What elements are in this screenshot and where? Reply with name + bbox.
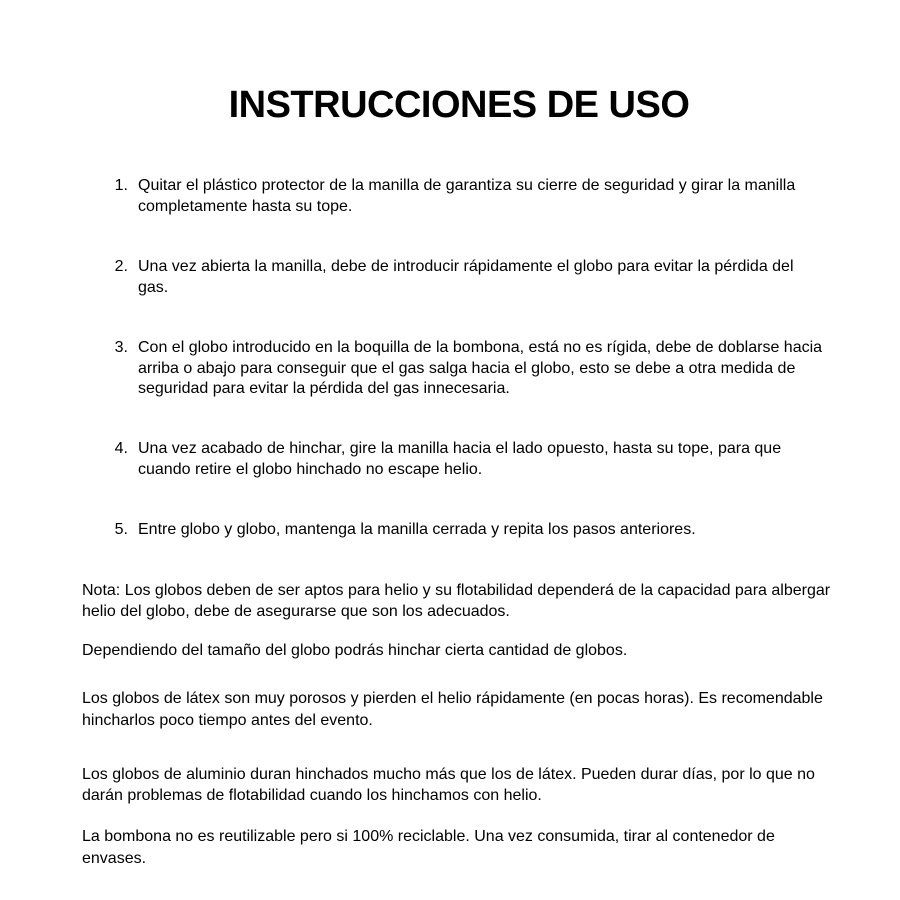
step-number: 4. bbox=[114, 440, 128, 457]
list-item bbox=[104, 257, 828, 298]
step-text: Con el globo introducido en la boquilla de la bombona, está no es rígida, debe de doblarse hacia arriba o abajo para conseguir que el gas salga hacia el globo, esto se debe a otra medida de seguridad para evitar la pérdida del gas innecesaria. bbox=[138, 339, 823, 397]
note-paragraph: Los globos de látex son muy porosos y pierden el helio rápidamente (en pocas horas). Es recomendable hincharlos poco tiempo antes del evento. bbox=[82, 690, 823, 729]
step-number: 3. bbox=[114, 339, 128, 356]
list-item bbox=[104, 439, 828, 480]
note-paragraph: Dependiendo del tamaño del globo podrás hinchar cierta cantidad de globos. bbox=[82, 642, 628, 659]
step-text: Quitar el plástico protector de la manilla de garantiza su cierre de seguridad y girar la manilla completamente hasta su tope. bbox=[138, 177, 796, 215]
step-number: 5. bbox=[114, 521, 128, 538]
note-paragraph: Nota: Los globos deben de ser aptos para helio y su flotabilidad dependerá de la capacidad para albergar helio del globo, debe de asegurarse que son los adecuados. bbox=[82, 582, 831, 620]
list-item bbox=[104, 338, 828, 400]
step-text: Una vez abierta la manilla, debe de introducir rápidamente el globo para evitar la pérdida del gas. bbox=[138, 258, 794, 296]
step-text: Una vez acabado de hinchar, gire la manilla hacia el lado opuesto, hasta su tope, para que cuando retire el globo hinchado no escape helio. bbox=[138, 440, 782, 478]
list-item bbox=[104, 520, 828, 541]
step-text: Entre globo y globo, mantenga la manilla cerrada y repita los pasos anteriores. bbox=[138, 521, 696, 538]
page-title: INSTRUCCIONES DE USO bbox=[228, 84, 690, 126]
step-number: 1. bbox=[114, 177, 128, 194]
note-paragraph: La bombona no es reutilizable pero si 100% reciclable. Una vez consumida, tirar al contenedor de envases. bbox=[82, 828, 775, 867]
list-item bbox=[104, 176, 828, 217]
step-number: 2. bbox=[114, 258, 128, 275]
note-paragraph: Los globos de aluminio duran hinchados mucho más que los de látex. Pueden durar días, por lo que no darán problemas de flotabilidad cuando los hinchamos con helio. bbox=[82, 766, 815, 804]
